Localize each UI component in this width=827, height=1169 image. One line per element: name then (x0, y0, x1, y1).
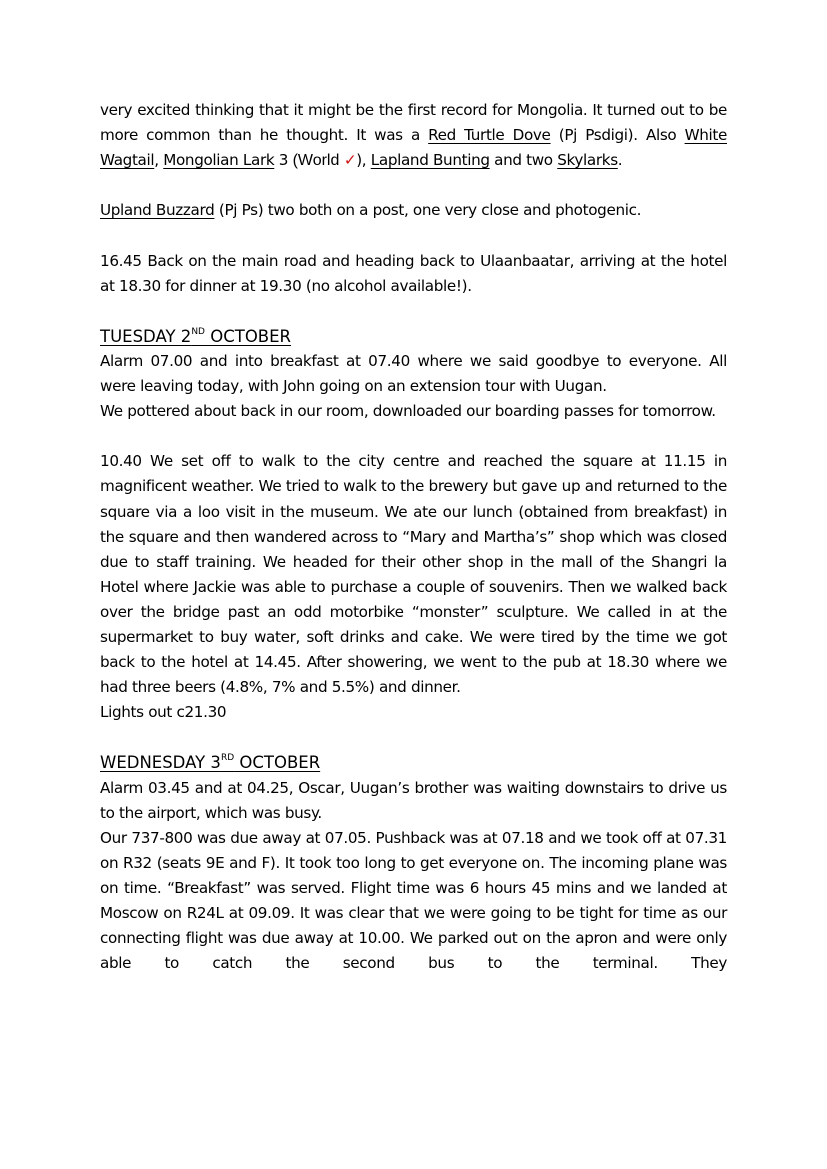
text: very excited thinking that it might be the first record for Mongolia. It turned out to be more common than he thought. It was a (100, 101, 727, 145)
heading-text: OCTOBER (234, 753, 321, 773)
heading-text: OCTOBER (204, 326, 292, 346)
spacer (100, 725, 727, 750)
species-red-turtle-dove: Red Turtle Dove (428, 126, 551, 145)
text: (Pj Ps) two both on a post, one very close and photogenic. (214, 201, 642, 220)
heading-ordinal: RD (220, 753, 235, 764)
spacer (100, 173, 727, 198)
heading-text: TUESDAY 2 (100, 326, 192, 346)
text: , (154, 151, 164, 170)
world-tick-label: (World (292, 152, 344, 170)
paragraph-sightings (100, 98, 727, 173)
check-icon: ✓ (343, 151, 357, 170)
heading-text: WEDNESDAY 3 (100, 753, 221, 773)
spacer (100, 424, 727, 449)
spacer (100, 299, 727, 324)
text: 3 (274, 151, 293, 170)
text: and two (489, 151, 558, 170)
spacer (100, 223, 727, 248)
text: . (617, 151, 623, 170)
species-lapland-bunting: Lapland Bunting (370, 151, 490, 170)
paragraph-return-ulaanbaatar: 16.45 Back on the main road and heading back to Ulaanbaatar, arriving at the hotel at 18.30 for dinner at 19.30 (no alcohol available!). (100, 251, 727, 295)
heading-tuesday (100, 324, 727, 349)
text: (Pj Psdigi). Also (550, 126, 685, 145)
paragraph-wednesday-alarm: Alarm 03.45 and at 04.25, Oscar, Uugan’s brother was waiting downstairs to drive us to the airport, which was busy. (100, 778, 727, 822)
heading-ordinal: ND (191, 326, 205, 337)
species-upland-buzzard: Upland Buzzard (100, 201, 215, 220)
paragraph-wednesday-flight: Our 737-800 was due away at 07.05. Pushback was at 07.18 and we took off at 07.31 on R32 (seats 9E and F). It took too long to get everyone on. The incoming plane was on time. “Breakfast” was served. Flight time was 6 hours 45 mins and we landed at Moscow on R24L at 09.09. It was clear that we were going to be tight for time as our connecting flight was due away at 10.00. We parked out on the apron and were only able to catch the second bus to the terminal. They (100, 828, 727, 973)
text: ), (356, 151, 371, 170)
species-mongolian-lark: Mongolian Lark (163, 151, 275, 170)
species-skylarks: Skylarks (557, 151, 618, 170)
species-white-wagtail: White Wagtail (100, 126, 727, 170)
document-page (100, 98, 727, 976)
paragraph-tuesday-alarm: Alarm 07.00 and into breakfast at 07.40 where we said goodbye to everyone. All were leaving today, with John going on an extension tour with Uugan. (100, 351, 727, 396)
paragraph-tuesday-pottered: We pottered about back in our room, downloaded our boarding passes for tomorrow. (100, 402, 716, 421)
paragraph-tuesday-lights: Lights out c21.30 (100, 703, 227, 722)
heading-wednesday (100, 750, 727, 775)
paragraph-upland-buzzard (100, 198, 727, 223)
paragraph-tuesday-city: 10.40 We set off to walk to the city centre and reached the square at 11.15 in magnificent weather. We tried to walk to the brewery but gave up and returned to the square via a loo visit in the museum. We ate our lunch (obtained from breakfast) in the square and then wandered across to “Mary and Martha’s” shop which was closed due to staff training. We headed for their other shop in the mall of the Shangri la Hotel where Jackie was able to purchase a couple of souvenirs. Then we walked back over the bridge past an odd motorbike “monster” sculpture. We called in at the supermarket to buy water, soft drinks and cake. We were tired by the time we got back to the hotel at 14.45. After showering, we went to the pub at 18.30 where we had three beers (4.8%, 7% and 5.5%) and dinner. (100, 452, 727, 697)
